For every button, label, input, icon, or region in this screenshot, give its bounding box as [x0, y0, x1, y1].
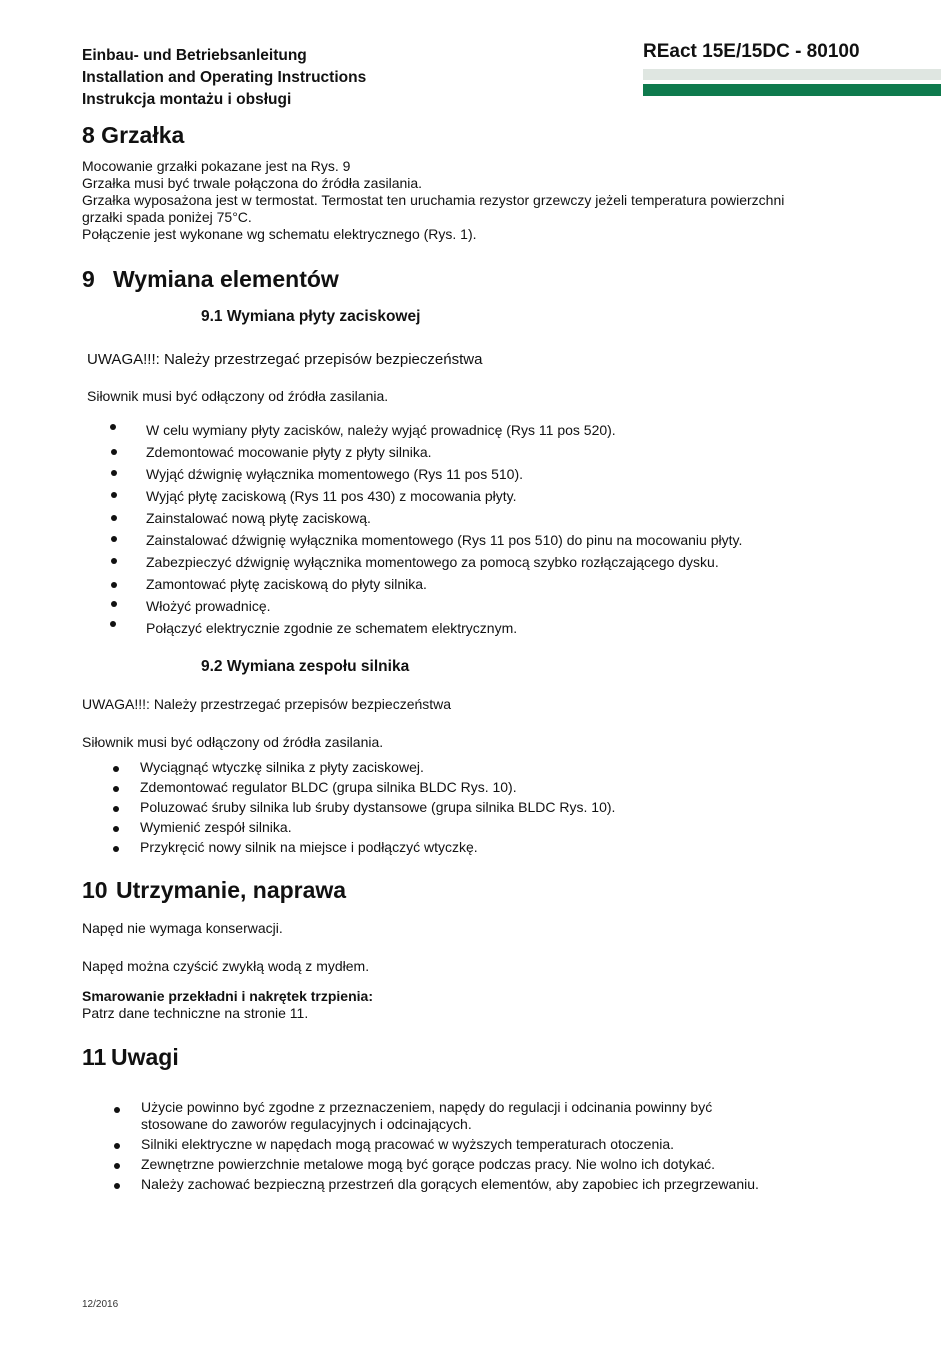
list-item [112, 1175, 759, 1195]
list-item [112, 1155, 759, 1175]
list-item [112, 1099, 759, 1135]
section-10-number: 10 [82, 877, 108, 903]
list-item-text: Poluzować śruby silnika lub śruby dystansowe (grupa silnika BLDC Rys. 10). [140, 799, 616, 815]
document-code: REact 15E/15DC - 80100 [643, 41, 860, 62]
bullet-icon [114, 1183, 120, 1189]
bullet-icon [110, 621, 116, 627]
list-item-text: Zabezpieczyć dźwignię wyłącznika momentowego za pomocą szybko rozłączającego dysku. [146, 554, 719, 570]
bullet-icon [113, 786, 119, 792]
bullet-icon [111, 492, 117, 498]
header-green-band [643, 84, 941, 96]
bullet-icon [113, 806, 119, 812]
section-8-line: Mocowanie grzałki pokazane jest na Rys. 9 [82, 158, 351, 174]
header-title-en: Installation and Operating Instructions [82, 69, 367, 86]
bullet-icon [113, 826, 119, 832]
list-item [108, 443, 742, 465]
list-item-text: Włożyć prowadnicę. [146, 598, 271, 614]
section-9-1-warning: UWAGA!!!: Należy przestrzegać przepisów bezpieczeństwa [87, 351, 483, 368]
list-item-text: Zainstalować nową płytę zaciskową. [146, 510, 371, 526]
bullet-icon [110, 424, 116, 430]
list-item-text: Zamontować płytę zaciskową do płyty silnika. [146, 576, 427, 592]
list-item [108, 509, 742, 531]
section-8-heading: 8 Grzałka [82, 122, 185, 148]
list-item [108, 597, 742, 619]
section-11-number: 11 [82, 1044, 107, 1070]
section-11-heading [82, 1044, 179, 1071]
bullet-icon [113, 766, 119, 772]
list-item [108, 575, 742, 597]
lubrication-heading: Smarowanie przekładni i nakrętek trzpienia: [82, 988, 373, 1004]
list-item [108, 531, 742, 553]
section-9-1-heading: 9.1 Wymiana płyty zaciskowej [201, 308, 421, 325]
list-item-text: Wyciągnąć wtyczkę silnika z płyty zaciskowej. [140, 759, 424, 775]
lubrication-text: Patrz dane techniczne na stronie 11. [82, 1005, 309, 1021]
list-item-text: Przykręcić nowy silnik na miejsce i podłączyć wtyczkę. [140, 839, 478, 855]
list-item-text: W celu wymiany płyty zacisków, należy wyjąć prowadnicę (Rys 11 pos 520). [146, 422, 616, 438]
list-item-text: Silniki elektryczne w napędach mogą pracować w wyższych temperaturach otoczenia. [141, 1136, 675, 1152]
list-item-text: Połączyć elektrycznie zgodnie ze schematem elektrycznym. [146, 620, 518, 636]
list-item [110, 778, 615, 798]
section-8-line: Grzałka musi być trwale połączona do źródła zasilania. [82, 175, 423, 191]
list-item [110, 798, 615, 818]
section-10-title: Utrzymanie, naprawa [116, 877, 347, 903]
list-item-text: Wyjąć dźwignię wyłącznika momentowego (Rys 11 pos 510). [146, 466, 523, 482]
list-item [108, 465, 742, 487]
section-9-1-note: Siłownik musi być odłączony od źródła zasilania. [87, 388, 389, 404]
list-item-text-continuation: stosowane do zaworów regulacyjnych i odcinających. [141, 1116, 472, 1132]
section-10-paragraph-1: Napęd nie wymaga konserwacji. [82, 920, 283, 936]
list-item-text: Zdemontować regulator BLDC (grupa silnika BLDC Rys. 10). [140, 779, 517, 795]
bullet-icon [114, 1107, 120, 1113]
section-9-number: 9 [82, 266, 95, 292]
header-title-de: Einbau- und Betriebsanleitung [82, 47, 307, 64]
section-9-2-steps [110, 758, 615, 858]
list-item-text: Zewnętrzne powierzchnie metalowe mogą być gorące podczas pracy. Nie wolno ich dotykać. [141, 1156, 716, 1172]
bullet-icon [111, 515, 117, 521]
list-item [108, 421, 742, 443]
list-item-text: Zainstalować dźwignię wyłącznika momentowego (Rys 11 pos 510) do pinu na mocowaniu płyty. [146, 532, 743, 548]
section-8-body [82, 158, 784, 243]
list-item-text: Wymienić zespół silnika. [140, 819, 292, 835]
bullet-icon [111, 536, 117, 542]
section-10-heading [82, 877, 346, 904]
section-11-notes [112, 1099, 759, 1195]
section-9-2-note: Siłownik musi być odłączony od źródła zasilania. [82, 734, 384, 750]
list-item [108, 619, 742, 641]
footer-date: 12/2016 [82, 1299, 119, 1310]
section-8-line: Połączenie jest wykonane wg schematu elektrycznego (Rys. 1). [82, 226, 477, 242]
section-9-title: Wymiana elementów [113, 266, 339, 292]
list-item [108, 487, 742, 509]
list-item [110, 758, 615, 778]
list-item-text: Wyjąć płytę zaciskową (Rys 11 pos 430) z mocowania płyty. [146, 488, 517, 504]
bullet-icon [111, 470, 117, 476]
header-light-band [643, 69, 941, 80]
bullet-icon [111, 601, 117, 607]
bullet-icon [111, 558, 117, 564]
list-item [110, 818, 615, 838]
list-item-text: Użycie powinno być zgodne z przeznaczeniem, napędy do regulacji i odcinania powinny być [141, 1099, 713, 1115]
list-item [108, 553, 742, 575]
bullet-icon [111, 449, 117, 455]
list-item-text: Należy zachować bezpieczną przestrzeń dla gorących elementów, aby zapobiec ich przegrzewaniu. [141, 1176, 759, 1192]
section-11-title: Uwagi [111, 1044, 179, 1070]
section-9-2-warning: UWAGA!!!: Należy przestrzegać przepisów bezpieczeństwa [82, 696, 452, 712]
section-9-1-steps [108, 421, 742, 641]
section-10-paragraph-2: Napęd można czyścić zwykłą wodą z mydłem. [82, 958, 370, 974]
section-9-2-heading: 9.2 Wymiana zespołu silnika [201, 658, 410, 675]
list-item [112, 1135, 759, 1155]
list-item-text: Zdemontować mocowanie płyty z płyty silnika. [146, 444, 432, 460]
bullet-icon [111, 582, 117, 588]
list-item [110, 838, 615, 858]
bullet-icon [114, 1143, 120, 1149]
section-9-heading [82, 266, 339, 293]
bullet-icon [113, 846, 119, 852]
section-8-line: Grzałka wyposażona jest w termostat. Termostat ten uruchamia rezystor grzewczy jeżeli temperatura powierzchni [82, 192, 785, 208]
section-8-line: grzałki spada poniżej 75°C. [82, 209, 252, 225]
header-title-pl: Instrukcja montażu i obsługi [82, 91, 292, 108]
bullet-icon [114, 1163, 120, 1169]
